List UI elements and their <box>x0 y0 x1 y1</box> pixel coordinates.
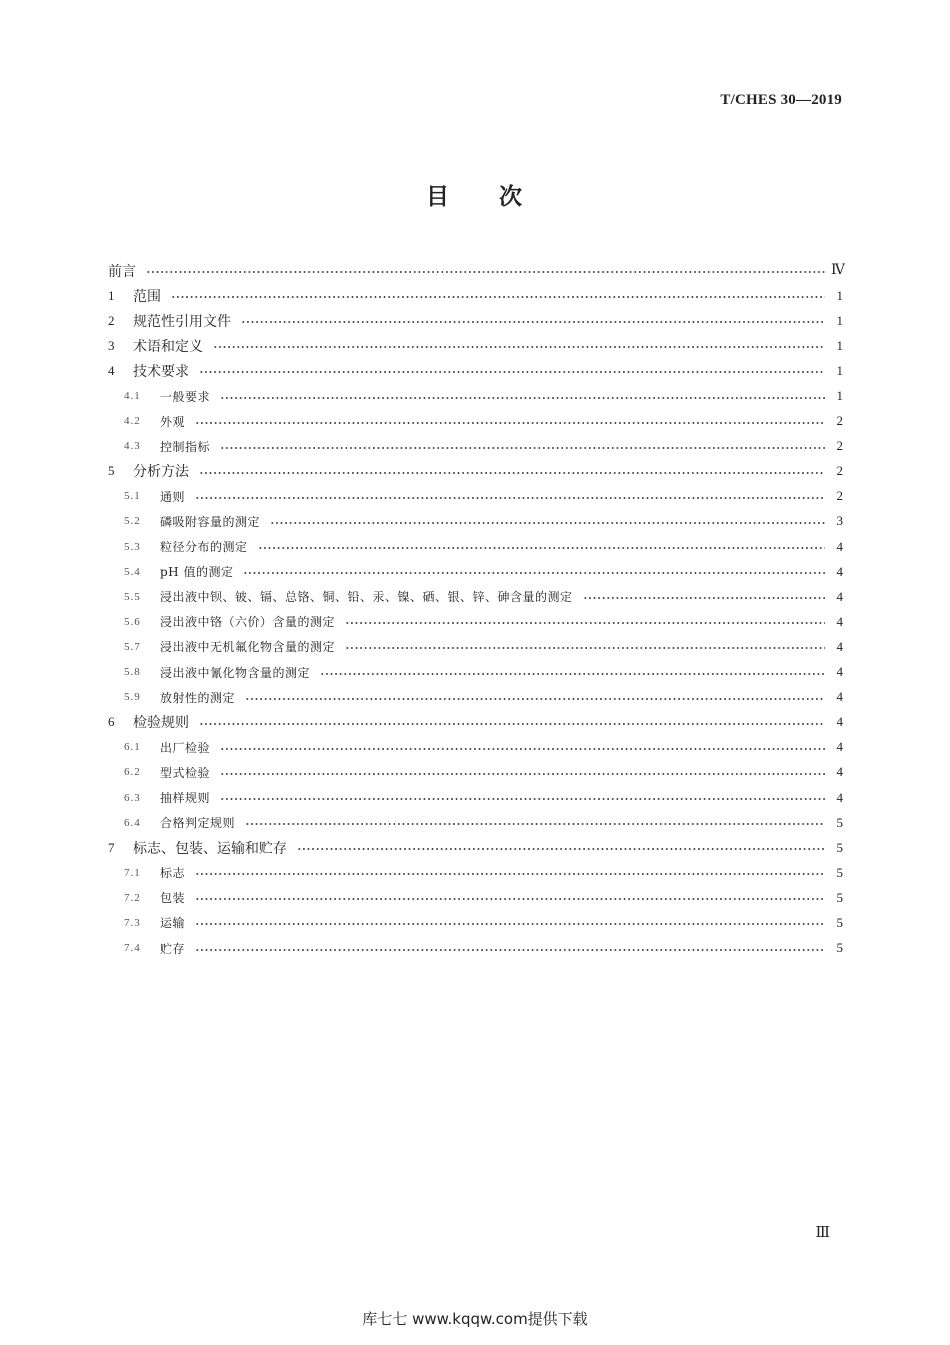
toc-entry[interactable] <box>108 308 843 333</box>
toc-entry[interactable] <box>108 634 843 659</box>
toc-entry-label: 技术要求 <box>133 363 189 380</box>
toc-dot-leader <box>345 647 825 649</box>
toc-entry-page: 2 <box>836 438 843 454</box>
toc-entry-label: 浸出液中氰化物含量的测定 <box>160 665 311 680</box>
toc-entry-page: 4 <box>836 689 843 705</box>
toc-entry-label: pH 值的测定 <box>160 565 234 580</box>
toc-dot-leader <box>171 296 825 298</box>
toc-entry-label: 贮存 <box>160 941 186 956</box>
toc-entry-label: 范围 <box>133 288 161 305</box>
toc-entry-number: 5.8 <box>124 666 141 679</box>
toc-dot-leader <box>195 497 825 499</box>
toc-entry-label: 型式检验 <box>160 765 211 780</box>
toc-entry-label: 浸出液中无机氟化物含量的测定 <box>160 640 336 655</box>
toc-entry-number: 6.1 <box>124 741 141 754</box>
toc-entry[interactable] <box>108 760 843 785</box>
toc-entry-page: Ⅳ <box>831 263 845 279</box>
toc-entry-number: 5.5 <box>124 590 141 603</box>
toc-entry-label: 运输 <box>160 916 186 931</box>
toc-entry-page: 4 <box>836 613 843 629</box>
toc-entry[interactable] <box>108 735 843 760</box>
toc-entry-label: 外观 <box>160 414 186 429</box>
toc-entry[interactable] <box>108 584 843 609</box>
toc-entry-number: 2 <box>108 312 115 328</box>
toc-dot-leader <box>270 522 825 524</box>
toc-entry-page: 5 <box>836 864 843 880</box>
toc-entry-number: 5.6 <box>124 615 141 628</box>
toc-entry[interactable] <box>108 409 843 434</box>
toc-entry[interactable] <box>108 258 843 283</box>
toc-dot-leader <box>220 773 825 775</box>
toc-entry-page: 4 <box>836 588 843 604</box>
toc-entry-number: 5.9 <box>124 691 141 704</box>
toc-entry-number: 7 <box>108 839 115 855</box>
toc-entry-page: 1 <box>836 287 843 303</box>
toc-entry-label: 放射性的测定 <box>160 690 236 705</box>
toc-entry-number: 5.4 <box>124 565 141 578</box>
toc-dot-leader <box>243 572 825 574</box>
toc-entry-label: 通则 <box>160 489 186 504</box>
toc-entry-label: 分析方法 <box>133 464 189 481</box>
toc-dot-leader <box>195 923 825 925</box>
table-of-contents <box>108 258 843 961</box>
toc-dot-leader <box>345 622 825 624</box>
toc-entry-number: 4.2 <box>124 415 141 428</box>
toc-entry-number: 7.4 <box>124 942 141 955</box>
toc-entry-label: 粒径分布的测定 <box>160 540 248 555</box>
toc-entry-page: 4 <box>836 789 843 805</box>
toc-entry[interactable] <box>108 835 843 860</box>
toc-entry-label: 合格判定规则 <box>160 816 236 831</box>
toc-entry[interactable] <box>108 785 843 810</box>
toc-dot-leader <box>320 673 825 675</box>
toc-entry[interactable] <box>108 885 843 910</box>
toc-entry-label: 规范性引用文件 <box>133 313 231 330</box>
toc-entry-label: 一般要求 <box>160 389 211 404</box>
toc-entry-label: 抽样规则 <box>160 791 211 806</box>
toc-dot-leader <box>199 723 825 725</box>
toc-entry-label: 出厂检验 <box>160 740 211 755</box>
toc-entry-number: 4.1 <box>124 390 141 403</box>
toc-entry-number: 6 <box>108 714 115 730</box>
toc-entry-page: 1 <box>836 312 843 328</box>
toc-entry-number: 3 <box>108 337 115 353</box>
toc-dot-leader <box>199 371 825 373</box>
footer-watermark: 库七七 www.kqqw.com提供下载 <box>362 1310 588 1328</box>
toc-entry-page: 3 <box>836 513 843 529</box>
toc-entry-page: 5 <box>836 814 843 830</box>
toc-dot-leader <box>199 472 825 474</box>
toc-entry[interactable] <box>108 685 843 710</box>
toc-entry[interactable] <box>108 358 843 383</box>
toc-entry-number: 4.3 <box>124 440 141 453</box>
toc-dot-leader <box>220 447 825 449</box>
toc-dot-leader <box>146 271 825 273</box>
toc-dot-leader <box>258 547 825 549</box>
toc-entry-page: 2 <box>836 488 843 504</box>
toc-entry[interactable] <box>108 910 843 935</box>
toc-entry-label: 术语和定义 <box>133 338 203 355</box>
toc-entry-number: 5.2 <box>124 515 141 528</box>
toc-entry-page: 4 <box>836 739 843 755</box>
toc-dot-leader <box>195 949 825 951</box>
toc-entry-number: 6.4 <box>124 816 141 829</box>
toc-entry-number: 5.7 <box>124 640 141 653</box>
toc-entry[interactable] <box>108 333 843 358</box>
toc-entry-page: 5 <box>836 839 843 855</box>
toc-entry-number: 7.1 <box>124 866 141 879</box>
toc-dot-leader <box>195 422 825 424</box>
toc-dot-leader <box>583 597 825 599</box>
toc-dot-leader <box>220 748 825 750</box>
toc-dot-leader <box>245 698 825 700</box>
toc-entry-page: 2 <box>836 463 843 479</box>
toc-entry-page: 2 <box>836 413 843 429</box>
toc-entry-label: 磷吸附容量的测定 <box>160 514 261 529</box>
toc-entry-label: 标志 <box>160 866 186 881</box>
toc-entry[interactable] <box>108 936 843 961</box>
toc-dot-leader <box>245 823 825 825</box>
toc-entry-page: 4 <box>836 538 843 554</box>
toc-entry-page: 5 <box>836 940 843 956</box>
toc-entry-number: 5 <box>108 463 115 479</box>
toc-dot-leader <box>241 321 825 323</box>
toc-entry-page: 5 <box>836 914 843 930</box>
toc-entry-number: 5.3 <box>124 540 141 553</box>
toc-entry-page: 1 <box>836 388 843 404</box>
toc-entry-number: 7.3 <box>124 916 141 929</box>
toc-entry-label: 浸出液中钡、铍、镉、总铬、铜、铅、汞、镍、硒、银、锌、砷含量的测定 <box>160 590 573 605</box>
page-title: 目 次 <box>425 184 524 210</box>
toc-entry[interactable] <box>108 283 843 308</box>
toc-entry[interactable] <box>108 383 843 408</box>
toc-entry-number: 5.1 <box>124 490 141 503</box>
toc-entry[interactable] <box>108 459 843 484</box>
toc-dot-leader <box>220 397 825 399</box>
toc-entry[interactable] <box>108 810 843 835</box>
toc-entry-page: 1 <box>836 337 843 353</box>
toc-entry[interactable] <box>108 660 843 685</box>
standard-code: T/CHES 30—2019 <box>720 92 842 108</box>
toc-entry-page: 4 <box>836 764 843 780</box>
toc-entry-label: 标志、包装、运输和贮存 <box>133 840 287 857</box>
toc-entry-label: 包装 <box>160 891 186 906</box>
toc-entry[interactable] <box>108 534 843 559</box>
toc-entry[interactable] <box>108 484 843 509</box>
toc-dot-leader <box>195 898 825 900</box>
toc-entry-number: 6.2 <box>124 766 141 779</box>
toc-entry-page: 4 <box>836 714 843 730</box>
toc-entry-number: 6.3 <box>124 791 141 804</box>
toc-entry[interactable] <box>108 434 843 459</box>
toc-entry-label: 浸出液中铬（六价）含量的测定 <box>160 615 336 630</box>
toc-entry-page: 4 <box>836 563 843 579</box>
toc-entry-label: 检验规则 <box>133 715 189 732</box>
toc-dot-leader <box>297 848 825 850</box>
toc-entry-label: 控制指标 <box>160 439 211 454</box>
toc-entry-number: 7.2 <box>124 891 141 904</box>
toc-entry[interactable] <box>108 710 843 735</box>
toc-entry[interactable] <box>108 860 843 885</box>
toc-dot-leader <box>213 346 825 348</box>
page-number: Ⅲ <box>815 1225 830 1241</box>
toc-entry-page: 5 <box>836 889 843 905</box>
toc-dot-leader <box>195 873 825 875</box>
toc-entry-label: 前言 <box>108 263 136 280</box>
toc-dot-leader <box>220 798 825 800</box>
toc-entry[interactable] <box>108 559 843 584</box>
toc-entry[interactable] <box>108 609 843 634</box>
toc-entry-page: 4 <box>836 638 843 654</box>
toc-entry-page: 1 <box>836 362 843 378</box>
toc-entry-number: 1 <box>108 287 115 303</box>
toc-entry[interactable] <box>108 509 843 534</box>
toc-entry-number: 4 <box>108 362 115 378</box>
toc-entry-page: 4 <box>836 664 843 680</box>
